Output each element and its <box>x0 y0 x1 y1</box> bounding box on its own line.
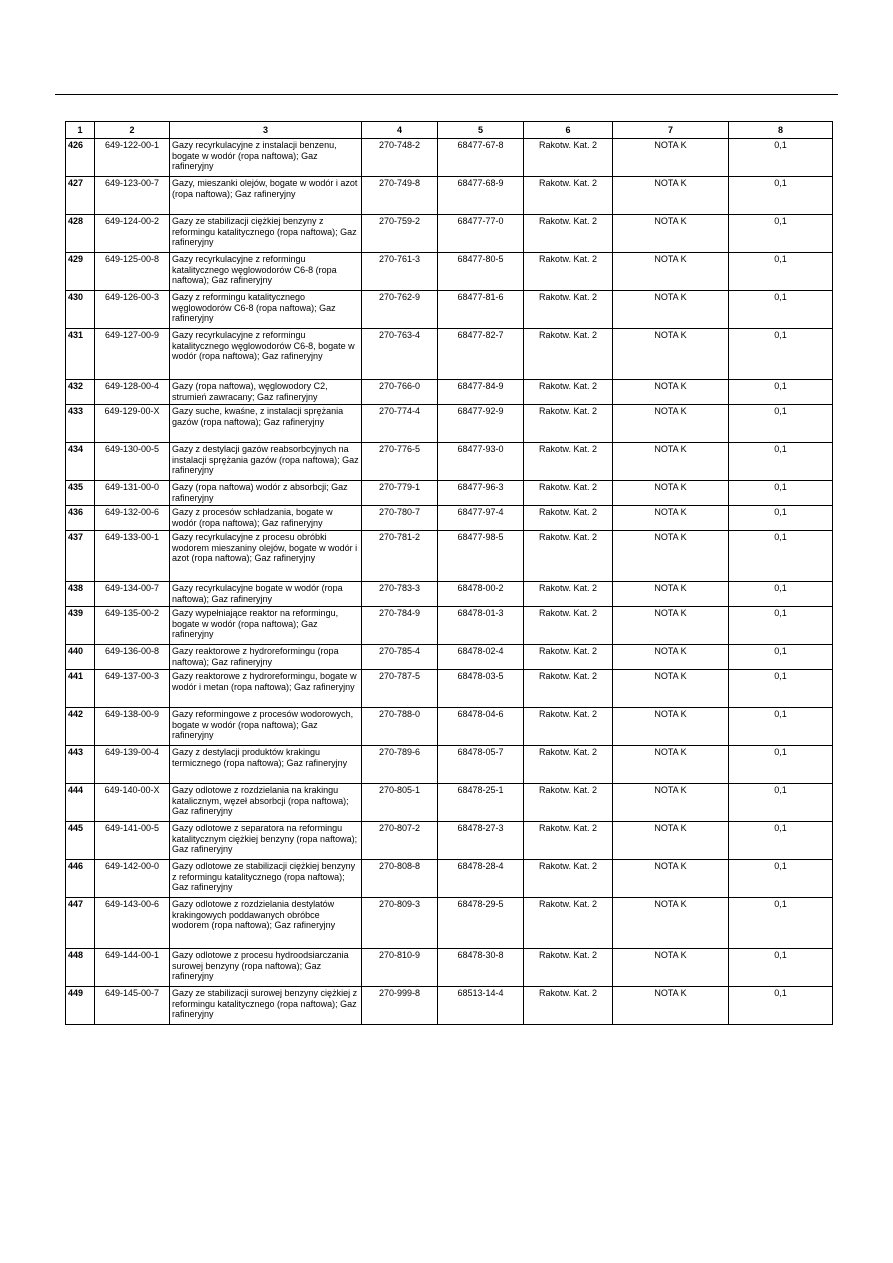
concentration-limit-cell: 0,1 <box>729 177 833 215</box>
index-number-cell: 649-128-00-4 <box>95 380 170 405</box>
top-rule <box>55 94 838 95</box>
concentration-limit-cell: 0,1 <box>729 139 833 177</box>
ec-number-cell: 270-759-2 <box>362 215 438 253</box>
cas-number-cell: 68478-29-5 <box>438 898 524 949</box>
classification-cell: Rakotw. Kat. 2 <box>524 443 613 481</box>
table-row <box>66 506 833 531</box>
cas-number-cell: 68478-02-4 <box>438 645 524 670</box>
concentration-limit-cell: 0,1 <box>729 898 833 949</box>
classification-cell: Rakotw. Kat. 2 <box>524 822 613 860</box>
row-number-cell: 439 <box>66 607 95 645</box>
ec-number-cell: 270-748-2 <box>362 139 438 177</box>
row-number-cell: 430 <box>66 291 95 329</box>
table-row <box>66 380 833 405</box>
concentration-limit-cell: 0,1 <box>729 506 833 531</box>
index-number-cell: 649-145-00-7 <box>95 987 170 1025</box>
ec-number-cell: 270-783-3 <box>362 582 438 607</box>
table-row <box>66 860 833 898</box>
table-row <box>66 531 833 582</box>
ec-number-cell: 270-749-8 <box>362 177 438 215</box>
index-number-cell: 649-126-00-3 <box>95 291 170 329</box>
substance-name-cell: Gazy recyrkulacyjne z procesu obróbki wodorem mieszaniny olejów, bogate w wodór i azot (ropa naftowa); Gaz rafineryjny <box>170 531 362 582</box>
index-number-cell: 649-136-00-8 <box>95 645 170 670</box>
classification-cell: Rakotw. Kat. 2 <box>524 949 613 987</box>
table-row <box>66 215 833 253</box>
cas-number-cell: 68478-01-3 <box>438 607 524 645</box>
concentration-limit-cell: 0,1 <box>729 291 833 329</box>
substance-name-cell: Gazy reaktorowe z hydroreformingu (ropa naftowa); Gaz rafineryjny <box>170 645 362 670</box>
classification-cell: Rakotw. Kat. 2 <box>524 253 613 291</box>
header-cell: 3 <box>170 122 362 139</box>
row-number-cell: 449 <box>66 987 95 1025</box>
concentration-limit-cell: 0,1 <box>729 215 833 253</box>
classification-cell: Rakotw. Kat. 2 <box>524 607 613 645</box>
table-row <box>66 987 833 1025</box>
substance-name-cell: Gazy z procesów schładzania, bogate w wodór (ropa naftowa); Gaz rafineryjny <box>170 506 362 531</box>
row-number-cell: 427 <box>66 177 95 215</box>
note-cell: NOTA K <box>613 784 729 822</box>
substance-name-cell: Gazy odlotowe z procesu hydroodsiarczania surowej benzyny (ropa naftowa); Gaz rafineryjny <box>170 949 362 987</box>
index-number-cell: 649-124-00-2 <box>95 215 170 253</box>
concentration-limit-cell: 0,1 <box>729 329 833 380</box>
classification-cell: Rakotw. Kat. 2 <box>524 380 613 405</box>
substance-name-cell: Gazy reformingowe z procesów wodorowych, bogate w wodór (ropa naftowa); Gaz rafineryjny <box>170 708 362 746</box>
concentration-limit-cell: 0,1 <box>729 784 833 822</box>
row-number-cell: 429 <box>66 253 95 291</box>
note-cell: NOTA K <box>613 215 729 253</box>
row-number-cell: 443 <box>66 746 95 784</box>
substance-name-cell: Gazy (ropa naftowa) wodór z absorbcji; Gaz rafineryjny <box>170 481 362 506</box>
header-cell: 2 <box>95 122 170 139</box>
table-row <box>66 670 833 708</box>
note-cell: NOTA K <box>613 708 729 746</box>
note-cell: NOTA K <box>613 177 729 215</box>
concentration-limit-cell: 0,1 <box>729 708 833 746</box>
substance-name-cell: Gazy odlotowe z separatora na reformingu katalitycznym ciężkiej benzyny (ropa naftowa); Gaz rafineryjny <box>170 822 362 860</box>
concentration-limit-cell: 0,1 <box>729 746 833 784</box>
cas-number-cell: 68478-25-1 <box>438 784 524 822</box>
classification-cell: Rakotw. Kat. 2 <box>524 670 613 708</box>
concentration-limit-cell: 0,1 <box>729 253 833 291</box>
table-row <box>66 784 833 822</box>
substance-name-cell: Gazy, mieszanki olejów, bogate w wodór i azot (ropa naftowa); Gaz rafineryjny <box>170 177 362 215</box>
note-cell: NOTA K <box>613 380 729 405</box>
substance-name-cell: Gazy ze stabilizacji ciężkiej benzyny z reformingu katalitycznego (ropa naftowa); Gaz rafineryjny <box>170 215 362 253</box>
substance-name-cell: Gazy wypełniające reaktor na reformingu, bogate w wodór (ropa naftowa); Gaz rafineryjny <box>170 607 362 645</box>
row-number-cell: 437 <box>66 531 95 582</box>
table-row <box>66 177 833 215</box>
note-cell: NOTA K <box>613 607 729 645</box>
ec-number-cell: 270-776-5 <box>362 443 438 481</box>
ec-number-cell: 270-766-0 <box>362 380 438 405</box>
index-number-cell: 649-140-00-X <box>95 784 170 822</box>
substance-name-cell: Gazy odlotowe ze stabilizacji ciężkiej benzyny z reformingu katalitycznego (ropa naftowa); Gaz rafineryjny <box>170 860 362 898</box>
concentration-limit-cell: 0,1 <box>729 987 833 1025</box>
header-cell: 7 <box>613 122 729 139</box>
cas-number-cell: 68477-98-5 <box>438 531 524 582</box>
cas-number-cell: 68477-77-0 <box>438 215 524 253</box>
substance-name-cell: Gazy z destylacji gazów reabsorbcyjnych na instalacji sprężania gazów (ropa naftowa); Gaz rafineryjny <box>170 443 362 481</box>
concentration-limit-cell: 0,1 <box>729 443 833 481</box>
substance-name-cell: Gazy z reformingu katalitycznego węglowodorów C6-8 (ropa naftowa); Gaz rafineryjny <box>170 291 362 329</box>
concentration-limit-cell: 0,1 <box>729 822 833 860</box>
classification-cell: Rakotw. Kat. 2 <box>524 139 613 177</box>
ec-number-cell: 270-807-2 <box>362 822 438 860</box>
index-number-cell: 649-144-00-1 <box>95 949 170 987</box>
row-number-cell: 438 <box>66 582 95 607</box>
row-number-cell: 428 <box>66 215 95 253</box>
substance-name-cell: Gazy odlotowe z rozdzielania na krakingu katalicznym, węzeł absorbcji (ropa naftowa); Gaz rafineryjny <box>170 784 362 822</box>
row-number-cell: 435 <box>66 481 95 506</box>
row-number-cell: 436 <box>66 506 95 531</box>
table-row <box>66 291 833 329</box>
header-cell: 8 <box>729 122 833 139</box>
substance-name-cell: Gazy recyrkulacyjne z reformingu katalitycznego węglowodorów C6-8, bogate w wodór (ropa naftowa); Gaz rafineryjny <box>170 329 362 380</box>
ec-number-cell: 270-805-1 <box>362 784 438 822</box>
cas-number-cell: 68478-27-3 <box>438 822 524 860</box>
classification-cell: Rakotw. Kat. 2 <box>524 506 613 531</box>
index-number-cell: 649-134-00-7 <box>95 582 170 607</box>
cas-number-cell: 68477-97-4 <box>438 506 524 531</box>
header-cell: 6 <box>524 122 613 139</box>
note-cell: NOTA K <box>613 291 729 329</box>
classification-cell: Rakotw. Kat. 2 <box>524 784 613 822</box>
note-cell: NOTA K <box>613 987 729 1025</box>
cas-number-cell: 68478-30-8 <box>438 949 524 987</box>
concentration-limit-cell: 0,1 <box>729 670 833 708</box>
note-cell: NOTA K <box>613 531 729 582</box>
index-number-cell: 649-122-00-1 <box>95 139 170 177</box>
note-cell: NOTA K <box>613 860 729 898</box>
classification-cell: Rakotw. Kat. 2 <box>524 860 613 898</box>
ec-number-cell: 270-788-0 <box>362 708 438 746</box>
table-row <box>66 481 833 506</box>
classification-cell: Rakotw. Kat. 2 <box>524 645 613 670</box>
note-cell: NOTA K <box>613 443 729 481</box>
row-number-cell: 433 <box>66 405 95 443</box>
cas-number-cell: 68477-68-9 <box>438 177 524 215</box>
cas-number-cell: 68477-93-0 <box>438 443 524 481</box>
table-row <box>66 949 833 987</box>
substance-name-cell: Gazy z destylacji produktów krakingu termicznego (ropa naftowa); Gaz rafineryjny <box>170 746 362 784</box>
ec-number-cell: 270-810-9 <box>362 949 438 987</box>
row-number-cell: 431 <box>66 329 95 380</box>
note-cell: NOTA K <box>613 746 729 784</box>
substance-name-cell: Gazy odlotowe z rozdzielania destylatów krakingowych poddawanych obróbce wodorem (ropa naftowa); Gaz rafineryjny <box>170 898 362 949</box>
index-number-cell: 649-139-00-4 <box>95 746 170 784</box>
cas-number-cell: 68477-67-8 <box>438 139 524 177</box>
note-cell: NOTA K <box>613 139 729 177</box>
row-number-cell: 447 <box>66 898 95 949</box>
note-cell: NOTA K <box>613 253 729 291</box>
cas-number-cell: 68478-04-6 <box>438 708 524 746</box>
concentration-limit-cell: 0,1 <box>729 949 833 987</box>
ec-number-cell: 270-999-8 <box>362 987 438 1025</box>
index-number-cell: 649-132-00-6 <box>95 506 170 531</box>
classification-cell: Rakotw. Kat. 2 <box>524 329 613 380</box>
table-row <box>66 746 833 784</box>
note-cell: NOTA K <box>613 582 729 607</box>
ec-number-cell: 270-780-7 <box>362 506 438 531</box>
row-number-cell: 426 <box>66 139 95 177</box>
concentration-limit-cell: 0,1 <box>729 380 833 405</box>
index-number-cell: 649-138-00-9 <box>95 708 170 746</box>
row-number-cell: 448 <box>66 949 95 987</box>
note-cell: NOTA K <box>613 949 729 987</box>
ec-number-cell: 270-763-4 <box>362 329 438 380</box>
cas-number-cell: 68477-96-3 <box>438 481 524 506</box>
cas-number-cell: 68478-03-5 <box>438 670 524 708</box>
index-number-cell: 649-142-00-0 <box>95 860 170 898</box>
ec-number-cell: 270-781-2 <box>362 531 438 582</box>
row-number-cell: 442 <box>66 708 95 746</box>
cas-number-cell: 68477-81-6 <box>438 291 524 329</box>
note-cell: NOTA K <box>613 898 729 949</box>
substance-name-cell: Gazy reaktorowe z hydroreformingu, bogate w wodór i metan (ropa naftowa); Gaz rafineryjny <box>170 670 362 708</box>
ec-number-cell: 270-762-9 <box>362 291 438 329</box>
table-row <box>66 405 833 443</box>
classification-cell: Rakotw. Kat. 2 <box>524 746 613 784</box>
index-number-cell: 649-129-00-X <box>95 405 170 443</box>
ec-number-cell: 270-787-5 <box>362 670 438 708</box>
ec-number-cell: 270-809-3 <box>362 898 438 949</box>
index-number-cell: 649-125-00-8 <box>95 253 170 291</box>
ec-number-cell: 270-779-1 <box>362 481 438 506</box>
classification-cell: Rakotw. Kat. 2 <box>524 898 613 949</box>
cas-number-cell: 68478-05-7 <box>438 746 524 784</box>
classification-cell: Rakotw. Kat. 2 <box>524 291 613 329</box>
concentration-limit-cell: 0,1 <box>729 481 833 506</box>
index-number-cell: 649-123-00-7 <box>95 177 170 215</box>
note-cell: NOTA K <box>613 481 729 506</box>
concentration-limit-cell: 0,1 <box>729 607 833 645</box>
index-number-cell: 649-127-00-9 <box>95 329 170 380</box>
note-cell: NOTA K <box>613 645 729 670</box>
ec-number-cell: 270-789-6 <box>362 746 438 784</box>
concentration-limit-cell: 0,1 <box>729 645 833 670</box>
table-row <box>66 898 833 949</box>
cas-number-cell: 68478-28-4 <box>438 860 524 898</box>
note-cell: NOTA K <box>613 506 729 531</box>
classification-cell: Rakotw. Kat. 2 <box>524 215 613 253</box>
note-cell: NOTA K <box>613 822 729 860</box>
table-row <box>66 708 833 746</box>
row-number-cell: 434 <box>66 443 95 481</box>
row-number-cell: 440 <box>66 645 95 670</box>
classification-cell: Rakotw. Kat. 2 <box>524 531 613 582</box>
row-number-cell: 446 <box>66 860 95 898</box>
table-row <box>66 443 833 481</box>
ec-number-cell: 270-784-9 <box>362 607 438 645</box>
row-number-cell: 432 <box>66 380 95 405</box>
ec-number-cell: 270-761-3 <box>362 253 438 291</box>
index-number-cell: 649-133-00-1 <box>95 531 170 582</box>
row-number-cell: 445 <box>66 822 95 860</box>
cas-number-cell: 68477-80-5 <box>438 253 524 291</box>
ec-number-cell: 270-774-4 <box>362 405 438 443</box>
concentration-limit-cell: 0,1 <box>729 582 833 607</box>
cas-number-cell: 68513-14-4 <box>438 987 524 1025</box>
note-cell: NOTA K <box>613 329 729 380</box>
substance-name-cell: Gazy recyrkulacyjne z reformingu katalitycznego węglowodorów C6-8 (ropa naftowa); Gaz rafineryjny <box>170 253 362 291</box>
table-row <box>66 822 833 860</box>
row-number-cell: 444 <box>66 784 95 822</box>
ec-number-cell: 270-808-8 <box>362 860 438 898</box>
table-row <box>66 582 833 607</box>
substance-name-cell: Gazy ze stabilizacji surowej benzyny ciężkiej z reformingu katalitycznego (ropa naftowa); Gaz rafineryjny <box>170 987 362 1025</box>
ec-number-cell: 270-785-4 <box>362 645 438 670</box>
row-number-cell: 441 <box>66 670 95 708</box>
substance-table <box>65 121 833 1025</box>
index-number-cell: 649-137-00-3 <box>95 670 170 708</box>
index-number-cell: 649-143-00-6 <box>95 898 170 949</box>
index-number-cell: 649-131-00-0 <box>95 481 170 506</box>
classification-cell: Rakotw. Kat. 2 <box>524 405 613 443</box>
substance-name-cell: Gazy suche, kwaśne, z instalacji sprężania gazów (ropa naftowa); Gaz rafineryjny <box>170 405 362 443</box>
classification-cell: Rakotw. Kat. 2 <box>524 177 613 215</box>
table-row <box>66 607 833 645</box>
table-row <box>66 645 833 670</box>
index-number-cell: 649-130-00-5 <box>95 443 170 481</box>
cas-number-cell: 68477-82-7 <box>438 329 524 380</box>
header-cell: 5 <box>438 122 524 139</box>
classification-cell: Rakotw. Kat. 2 <box>524 708 613 746</box>
concentration-limit-cell: 0,1 <box>729 860 833 898</box>
substance-name-cell: Gazy recyrkulacyjne bogate w wodór (ropa naftowa); Gaz rafineryjny <box>170 582 362 607</box>
cas-number-cell: 68477-84-9 <box>438 380 524 405</box>
header-row <box>66 122 833 139</box>
table-row <box>66 329 833 380</box>
cas-number-cell: 68478-00-2 <box>438 582 524 607</box>
classification-cell: Rakotw. Kat. 2 <box>524 582 613 607</box>
substance-name-cell: Gazy recyrkulacyjne z instalacji benzenu, bogate w wodór (ropa naftowa); Gaz rafineryjny <box>170 139 362 177</box>
concentration-limit-cell: 0,1 <box>729 405 833 443</box>
concentration-limit-cell: 0,1 <box>729 531 833 582</box>
index-number-cell: 649-141-00-5 <box>95 822 170 860</box>
table-row <box>66 139 833 177</box>
cas-number-cell: 68477-92-9 <box>438 405 524 443</box>
header-cell: 1 <box>66 122 95 139</box>
table-row <box>66 253 833 291</box>
note-cell: NOTA K <box>613 670 729 708</box>
note-cell: NOTA K <box>613 405 729 443</box>
classification-cell: Rakotw. Kat. 2 <box>524 481 613 506</box>
header-cell: 4 <box>362 122 438 139</box>
index-number-cell: 649-135-00-2 <box>95 607 170 645</box>
classification-cell: Rakotw. Kat. 2 <box>524 987 613 1025</box>
substance-name-cell: Gazy (ropa naftowa), węglowodory C2, strumień zawracany; Gaz rafineryjny <box>170 380 362 405</box>
